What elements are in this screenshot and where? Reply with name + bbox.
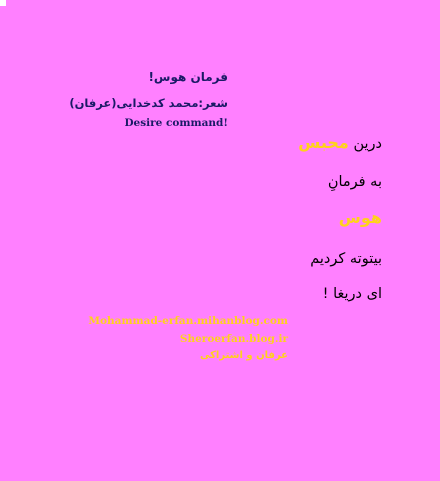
verse-line-3-highlight: هوس bbox=[338, 208, 382, 227]
verse-line-3 bbox=[339, 208, 382, 227]
site-link-mihanblog[interactable]: Mohammad-erfan.mihanblog.com bbox=[88, 315, 288, 327]
verse-line-5: ای دریغا ! bbox=[322, 286, 382, 302]
site-link-blog-ir[interactable]: Sheroerfan.blog.ir bbox=[179, 333, 288, 345]
poem-author: شعر:محمد کدخدایی(عرفان) bbox=[69, 96, 228, 110]
verse-line-1-prefix: درین bbox=[348, 136, 382, 152]
rights-note: عرفان و اشتراکی bbox=[200, 350, 288, 361]
poem-title: فرمان هوس! bbox=[148, 70, 228, 84]
english-title: Desire command! bbox=[124, 117, 228, 129]
verse-line-2: به فرمانِ bbox=[327, 174, 382, 190]
verse-line-1-highlight: محبس bbox=[298, 133, 349, 152]
verse-line-1 bbox=[298, 133, 382, 152]
verse-line-4: بیتوته کردیم bbox=[310, 251, 382, 267]
corner-marker bbox=[0, 0, 6, 6]
